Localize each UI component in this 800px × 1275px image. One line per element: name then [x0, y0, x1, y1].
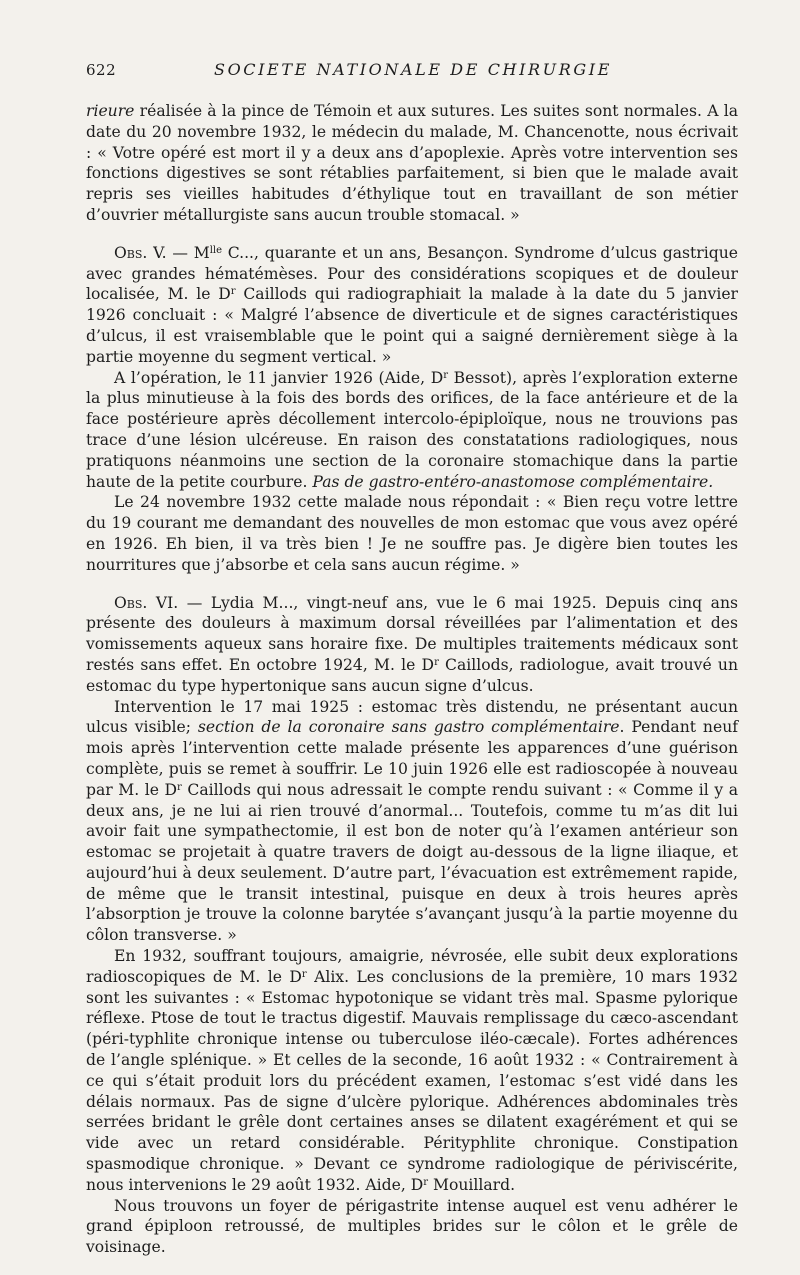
paragraph-text: Caillods qui nous adressait le compte rendu suivant : « Comme il y a deux ans, je ne lui ai rien trouvé d’anormal... Toutefois, comme tu m’as dit lui avoir fait une sympathectomie, il est bon de noter qu’à l’examen antérieur son estomac se projetait à quatre travers de doigt au-dessous de la ligne iliaque, et aujourd’hui à deux seulement. D’autre part, l’évacuation est extrêmement rapide, de même que le transit intestinal, puisque en deux à trois heures après l’absorption je trouve la colonne barytée s’avançant jusqu’à la partie moyenne du côlon transverse. »: [86, 780, 738, 945]
paragraph-obs-vi: [86, 593, 738, 697]
paragraph-text: Nous trouvons un foyer de périgastrite intense auquel est venu adhérer le grand épiploon retroussé, de multiples brides sur le côlon et le grêle de voisinage.: [86, 1196, 738, 1257]
lead-italic: rieure: [86, 102, 135, 120]
body-text: [86, 101, 738, 1258]
superscript: lle: [209, 244, 223, 256]
italic-phrase: Pas de gastro-entéro-anastomose complémentaire.: [312, 472, 714, 491]
superscript: r: [434, 656, 439, 668]
superscript: r: [230, 286, 236, 298]
paragraph-findings: [86, 1196, 738, 1258]
superscript: r: [443, 369, 448, 381]
paragraph-text: Alix. Les conclusions de la première, 10 mars 1932 sont les suivantes : « Estomac hypotonique se vidant très mal. Spasme pylorique réflexe. Ptose de tout le tractus digestif. Mauvais remplissage du cæco-ascendant (péri-typhlite chronique intense ou tuberculose iléo-cæcale). Fortes adhérences de l’angle splénique. » Et celles de la seconde, 16 août 1932 : « Contrairement à ce qui s’était produit lors du précédent examen, l’estomac s’est vidé dans les délais normaux. Pas de signe d’ulcère pylorique. Adhérences abdominales très serrées bridant le grêle dont certaines anses se dilatent exagérément et qui se vide avec un retard considérable. Pérityphlite chronique. Constipation spasmodique chronique. » Devant ce syndrome radiologique de périviscérite, nous intervenions le 29 août 1932. Aide, D: [86, 967, 739, 1194]
superscript: r: [301, 968, 307, 980]
paragraph-text: Intervention le 17 mai 1925 : estomac très distendu, ne présentant aucun ulcus visible;: [86, 697, 738, 737]
superscript: r: [423, 1176, 429, 1188]
paragraph-1: [86, 101, 738, 226]
page-number: 622: [86, 61, 117, 79]
paragraph-text: — Lydia M..., vingt-neuf ans, vue le 6 mai 1925. Depuis cinq ans présente des douleurs à maximum dorsal réveillées par l’alimentation et des vomissements aqueux sans horaire fixe. De multiples traitements médicaux sont restés sans effet. En octobre 1924, M. le D: [86, 593, 738, 674]
paragraph-obs-v: [86, 243, 738, 368]
paragraph-text: En 1932, souffrant toujours, amaigrie, névrosée, elle subit deux explorations radioscopiques de M. le D: [86, 947, 738, 986]
paragraph-intervention: [86, 697, 738, 947]
paragraph-text: Mouillard.: [428, 1175, 516, 1194]
paragraph-text: Caillods qui radiographiait la malade à la date du 5 janvier 1926 concluait : « Malgré l’absence de diverticule et de signes caractéristiques d’ulcus, il est vraisemblable que le point qui a saigné dernièrement siège à la partie moyenne du segment vertical. »: [86, 285, 738, 366]
superscript: r: [177, 781, 182, 793]
paragraph-text: — M: [166, 243, 210, 262]
paragraph-text: Bessot), après l’exploration externe la plus minutieuse à la fois des bords des orifices, de la face antérieure et de la face postérieure après décollement intercolo-épiploïque, nous ne trouvions pas trace d’une lésion ulcéreuse. En raison des constatations radiologiques, nous pratiquons néanmoins une section de la coronaire stomachique dans la partie haute de la petite courbure.: [86, 368, 738, 491]
observation-label: Obs. VI.: [114, 593, 179, 612]
paragraph-text: Le 24 novembre 1932 cette malade nous répondait : « Bien reçu votre lettre du 19 courant me demandant des nouvelles de mon estomac que vous avez opéré en 1926. Eh bien, il va très bien ! Je ne souffre pas. Je digère bien toutes les nourritures que j’absorbe et cela sans aucun régime. »: [86, 493, 738, 574]
paragraph-text: réalisée à la pince de Témoin et aux sutures. Les suites sont normales. A la date du 20 novembre 1932, le médecin du malade, M. Chancenotte, nous écrivait : « Votre opéré est mort il y a deux ans d’apoplexie. Après votre intervention ses fonctions digestives se sont rétablies parfaitement, si bien que le malade avait repris ses vieilles habitudes d’éthylique tout en travaillant de son métier d’ouvrier métallurgiste sans aucun trouble stomacal. »: [86, 102, 738, 224]
paragraph-1932: [86, 946, 738, 1196]
page-header: [86, 60, 738, 90]
running-title: SOCIETE NATIONALE DE CHIRURGIE: [214, 60, 612, 79]
italic-phrase: section de la coronaire sans gastro complémentaire: [197, 718, 620, 737]
paragraph-text: . Pendant neuf mois après l’intervention cette malade présente les apparences d’une guérison complète, puis se remet à souffrir. Le 10 juin 1926 elle est radioscopée à nouveau par M. le D: [86, 718, 739, 799]
paragraph-text: C..., quarante et un ans, Besançon. Syndrome d’ulcus gastrique avec grandes hématémèses. Pour des considérations scopiques et de douleur localisée, M. le D: [86, 243, 738, 304]
observation-label: Obs. V.: [114, 243, 167, 262]
paragraph-text: A l’opération, le 11 janvier 1926 (Aide, D: [114, 368, 444, 387]
paragraph-followup: [86, 492, 738, 575]
paragraph-operation: [86, 368, 738, 493]
paragraph-text: Caillods, radiologue, avait trouvé un estomac du type hypertonique sans aucun signe d’ulcus.: [86, 655, 739, 695]
